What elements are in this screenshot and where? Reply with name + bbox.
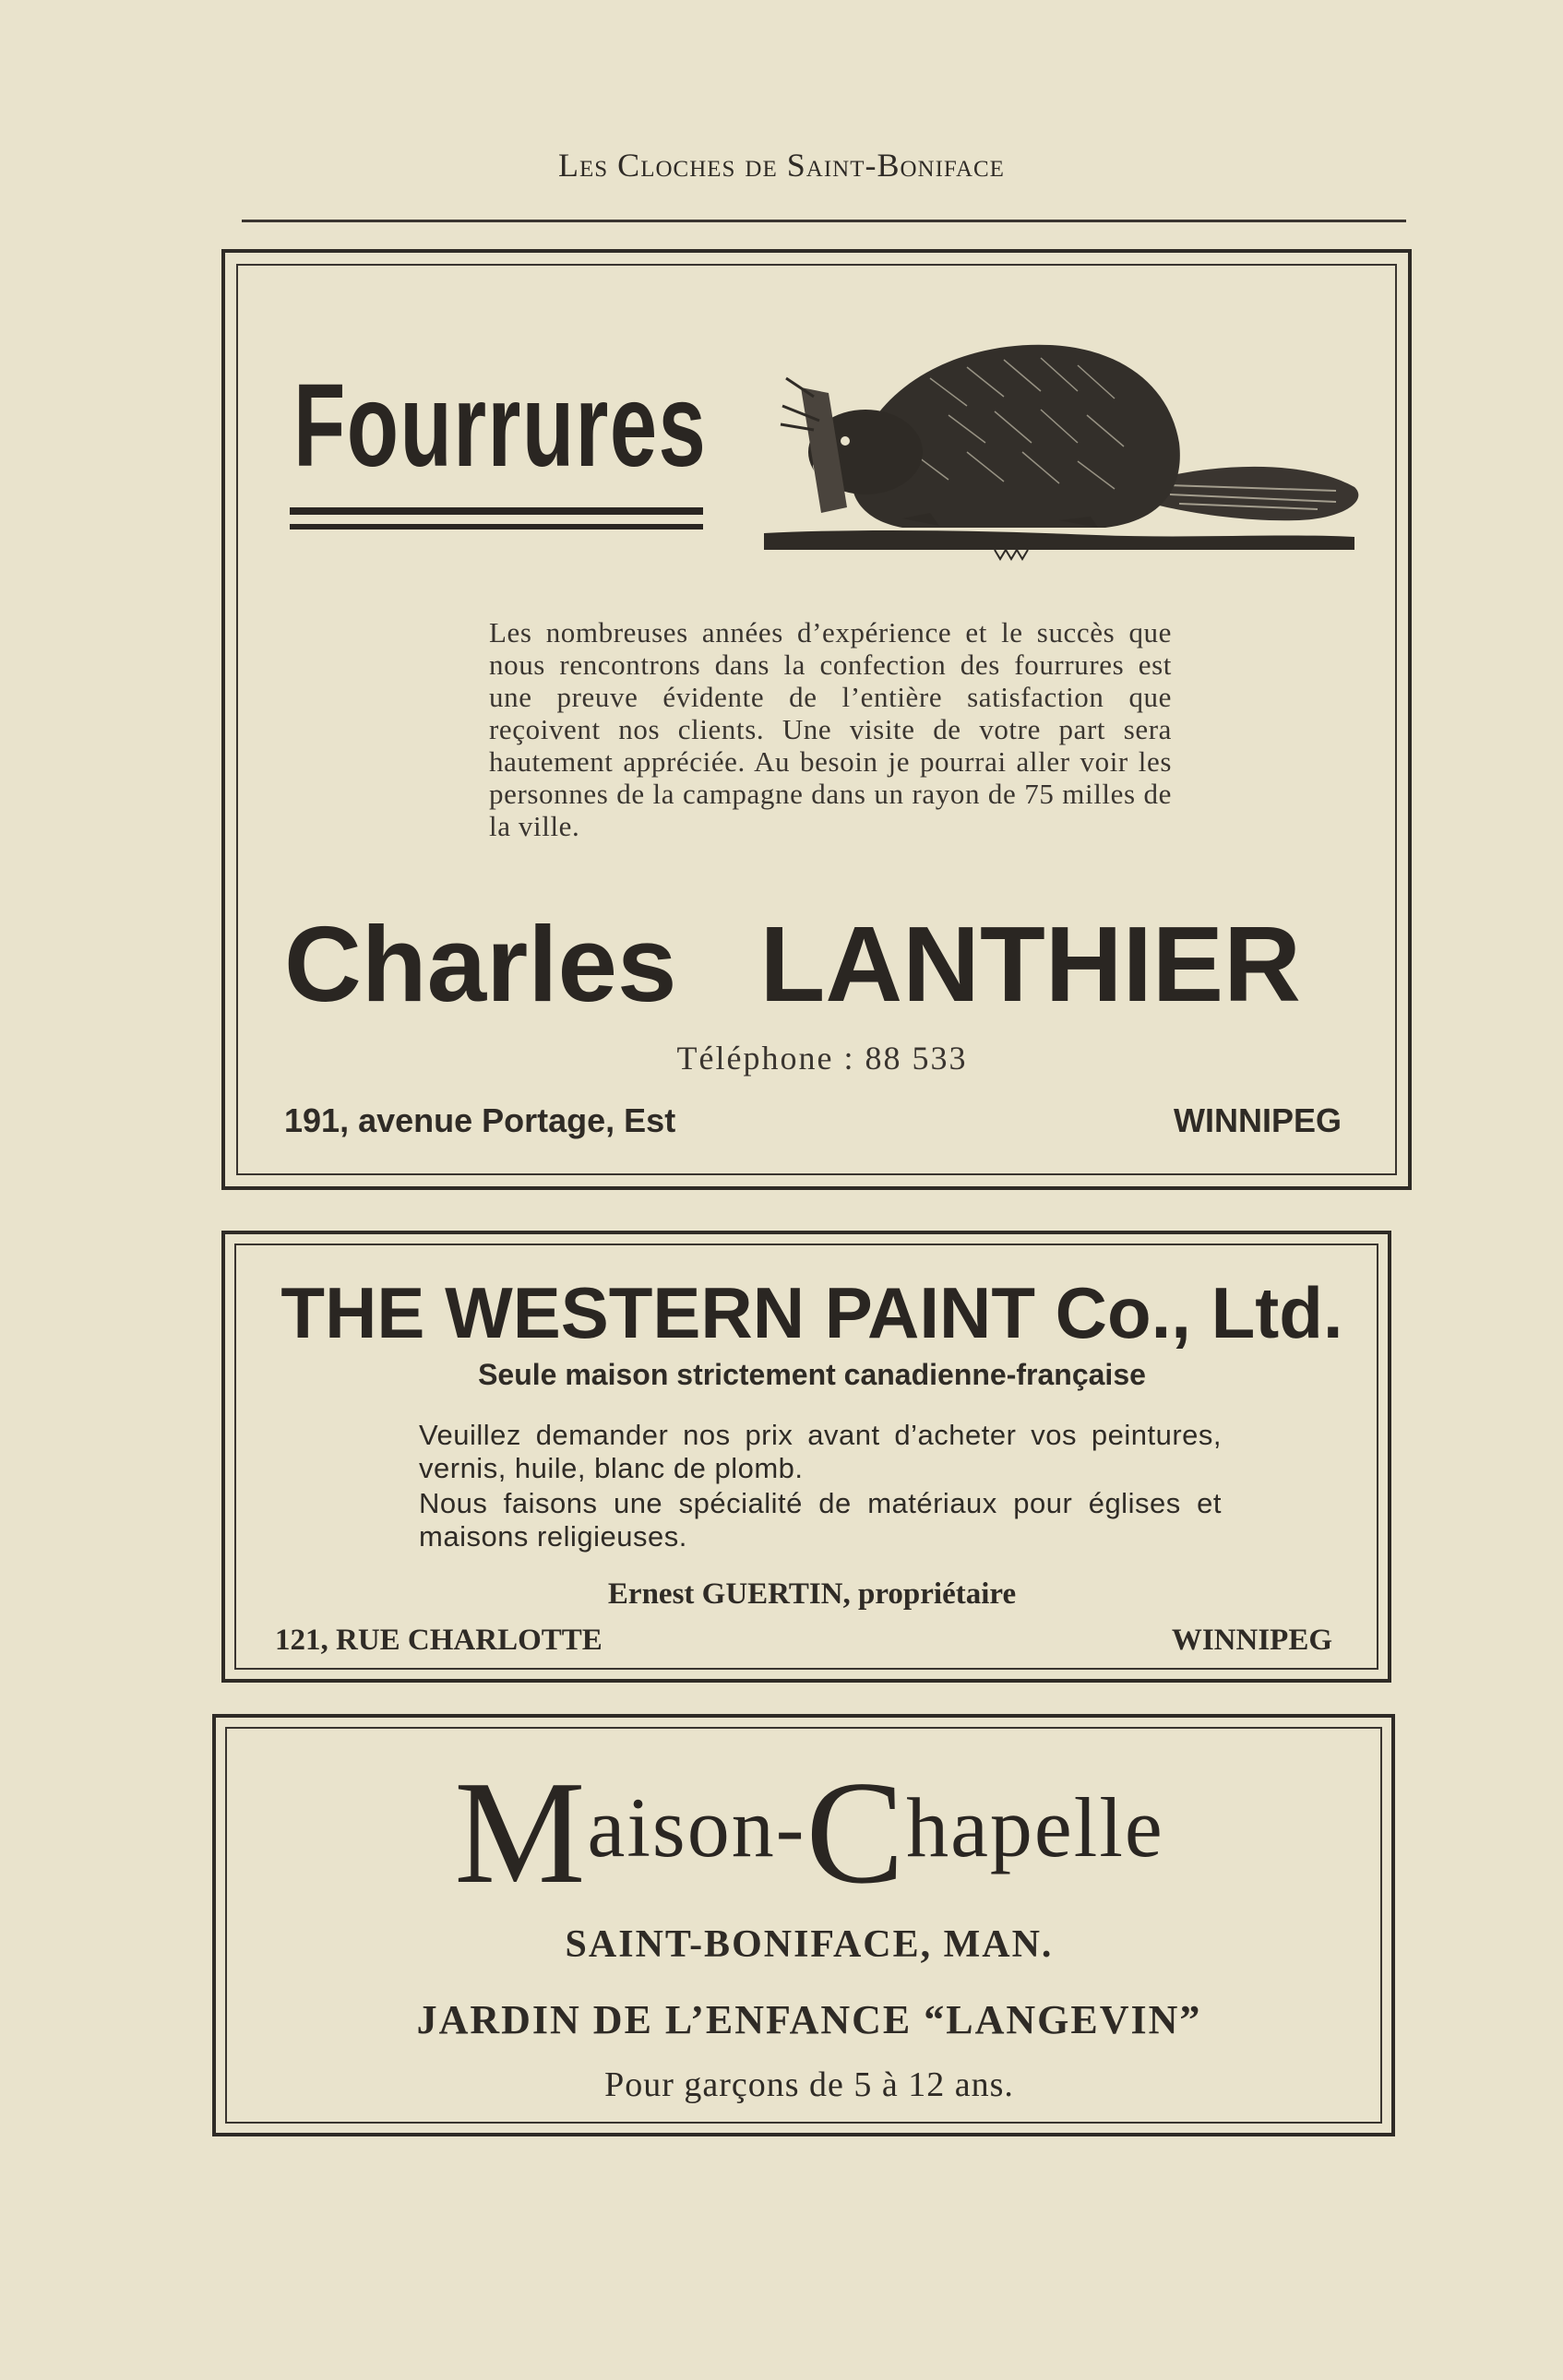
name-part: aison-	[587, 1780, 806, 1874]
school-ad-inner-frame	[225, 1727, 1382, 2124]
location: SAINT-BONIFACE, MAN.	[565, 1923, 1054, 1966]
description-paragraph: Nous faisons une spécialité de matériaux pour églises et maisons religieuses.	[419, 1487, 1222, 1553]
fur-ad-description: Les nombreuses années d’expérience et le succès que nous rencontrons dans la confection des fourrures est une preuve évidente de l’entière satisfaction que reçoivent nos clients. Une visite de votre part sera hautement appréciée. Au besoin je pourrai aller voir les personnes de la campagne dans un rayon de 75 milles de la ville.	[489, 616, 1172, 842]
kindergarten-name: JARDIN DE L’ENFANCE “LANGEVIN”	[416, 1997, 1202, 2042]
street-address: 121, RUE CHARLOTTE	[275, 1624, 603, 1657]
paint-ad-inner-frame	[234, 1244, 1378, 1670]
title-underline	[290, 524, 703, 530]
title-underline	[290, 507, 703, 515]
initial-capital: M	[454, 1750, 588, 1914]
city: WINNIPEG	[1173, 1101, 1342, 1139]
city: WINNIPEG	[1171, 1624, 1332, 1657]
paint-ad-description	[419, 1419, 1222, 1555]
fur-ad-title: Fourrures	[293, 360, 708, 492]
company-tagline: Seule maison strictement canadienne-française	[478, 1358, 1146, 1391]
description-paragraph: Veuillez demander nos prix avant d’acheter vos peintures, vernis, huile, blanc de plomb.	[419, 1419, 1222, 1484]
street-address: 191, avenue Portage, Est	[284, 1101, 676, 1139]
beaver-illustration	[764, 323, 1373, 563]
fur-advertisement	[221, 249, 1412, 1190]
age-range: Pour garçons de 5 à 12 ans.	[604, 2065, 1014, 2104]
company-name: THE WESTERN PAINT Co., Ltd.	[280, 1272, 1343, 1353]
name-part: hapelle	[906, 1780, 1164, 1874]
merchant-name	[284, 902, 1382, 1026]
institution-name	[227, 1750, 1391, 1914]
initial-capital: C	[805, 1750, 907, 1914]
proprietor: Ernest GUERTIN, propriétaire	[607, 1577, 1017, 1611]
merchant-last-name: LANTHIER	[759, 904, 1301, 1024]
paint-advertisement	[221, 1231, 1391, 1683]
phone-number: Téléphone : 88 533	[676, 1040, 968, 1077]
header-rule	[242, 220, 1406, 222]
fur-ad-inner-frame	[236, 264, 1397, 1175]
running-head: Les Cloches de Saint-Boniface	[558, 147, 1005, 184]
merchant-first-name: Charles	[284, 904, 677, 1024]
school-advertisement	[212, 1714, 1395, 2136]
